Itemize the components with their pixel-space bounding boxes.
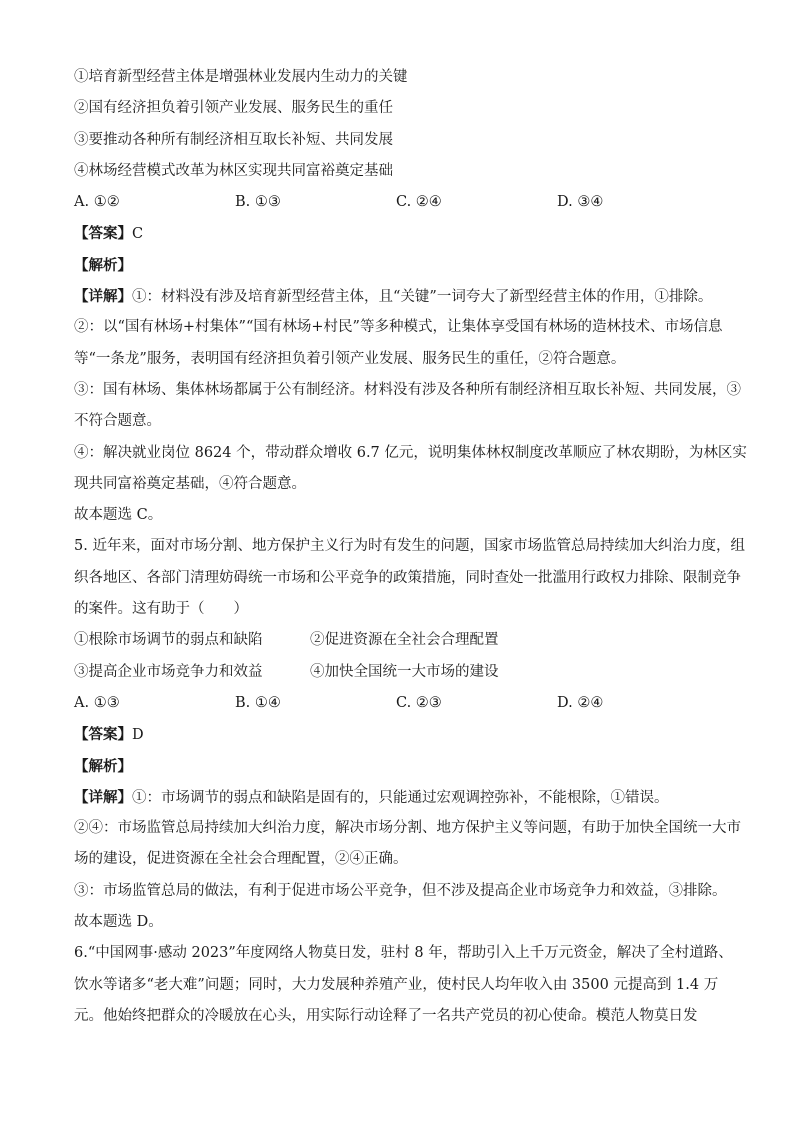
q5-conclusion: 故本题选 D。 — [74, 914, 163, 931]
q5-explain-3: ③：市场监管总局的做法，有利于促进市场公平竞争，但不涉及提高企业市场竞争力和效益，③排除。 — [74, 882, 727, 899]
q4-item-4: ④林场经营模式改革为林区实现共同富裕奠定基础 — [74, 162, 393, 179]
q5-item-2: ②促进资源在全社会合理配置 — [310, 632, 499, 649]
q5-items-row-1 — [74, 625, 724, 656]
q4-explain-2a: ②：以“国有林场+村集体”“国有林场+村民”等多种模式，让集体享受国有林场的造林技术、市场信息 — [74, 319, 723, 336]
q5-explain-2a: ②④：市场监管总局持续加大纠治力度，解决市场分割、地方保护主义等问题，有助于加快全国统一大市 — [74, 820, 741, 837]
q4-option-a: A. ①② — [74, 194, 120, 211]
q5-analysis-tag: 【解析】 — [74, 757, 132, 775]
q6-stem-2: 饮水等诸多“老大难”问题；同时，大力发展种养殖产业，使村民人均年收入由 3500 元提高到 1.4 万 — [74, 976, 719, 993]
q5-answer-tag: 【答案】 — [74, 726, 132, 744]
q4-item-3: ③要推动各种所有制经济相互取长补短、共同发展 — [74, 131, 393, 148]
q4-explain-1 — [74, 281, 724, 312]
q5-analysis-heading — [74, 751, 724, 782]
q4-item-2: ②国有经济担负着引领产业发展、服务民生的重任 — [74, 100, 393, 117]
q4-explain-3b: 不符合题意。 — [74, 413, 161, 430]
q4-answer — [74, 218, 724, 249]
q4-explain-4a: ④：解决就业岗位 8624 个，带动群众增收 6.7 亿元，说明集体林权制度改革顺应了林农期盼，为林区实 — [74, 444, 747, 461]
q4-explain-2b: 等“一条龙”服务，表明国有经济担负着引领产业发展、服务民生的重任，②符合题意。 — [74, 350, 626, 367]
q4-analysis-heading — [74, 250, 724, 281]
document-body — [74, 62, 747, 1032]
q5-options — [74, 688, 724, 719]
q4-option-d: D. ③④ — [557, 194, 604, 211]
q5-option-a: A. ①③ — [74, 694, 120, 711]
q5-stem-2: 织各地区、各部门清理妨碍统一市场和公平竞争的政策措施，同时查处一批滥用行政权力排除、限制竞争 — [74, 569, 741, 586]
q5-explain-1-text: ①：市场调节的弱点和缺陷是固有的，只能通过宏观调控弥补，不能根除，①错误。 — [132, 789, 669, 806]
q4-answer-value: C — [132, 226, 144, 243]
q4-explain-1-text: ①：材料没有涉及培育新型经营主体，且“关键”一词夸大了新型经营主体的作用，①排除。 — [132, 289, 713, 306]
q4-options — [74, 187, 724, 218]
q6-stem-3: 元。他始终把群众的冷暖放在心头，用实际行动诠释了一名共产党员的初心使命。模范人物莫日发 — [74, 1007, 698, 1024]
q4-conclusion: 故本题选 C。 — [74, 507, 163, 524]
q5-stem-3: 的案件。这有助于（ ） — [74, 601, 248, 618]
q6-stem-1: 6.“中国网事·感动 2023”年度网络人物莫日发，驻村 8 年，帮助引入上千万元资金，解决了全村道路、 — [74, 945, 733, 962]
q5-items-row-2 — [74, 657, 724, 688]
q4-option-c: C. ②④ — [396, 194, 442, 211]
q5-detail-tag: 【详解】 — [74, 788, 132, 806]
q4-item-1: ①培育新型经营主体是增强林业发展内生动力的关键 — [74, 69, 408, 85]
q5-item-1: ①根除市场调节的弱点和缺陷 — [74, 632, 263, 649]
q5-explain-2b: 场的建设，促进资源在全社会合理配置，②④正确。 — [74, 851, 408, 868]
q5-explain-1 — [74, 782, 724, 813]
q4-explain-4b: 现共同富裕奠定基础，④符合题意。 — [74, 475, 306, 492]
q4-answer-tag: 【答案】 — [74, 225, 132, 243]
q5-item-3: ③提高企业市场竞争力和效益 — [74, 663, 263, 680]
q5-option-d: D. ②④ — [557, 694, 604, 711]
q4-explain-3a: ③：国有林场、集体林场都属于公有制经济。材料没有涉及各种所有制经济相互取长补短、共同发展，③ — [74, 381, 741, 398]
q4-detail-tag: 【详解】 — [74, 288, 132, 306]
q5-stem-1: 5. 近年来，面对市场分割、地方保护主义行为时有发生的问题，国家市场监管总局持续加大纠治力度，组 — [74, 538, 745, 555]
q4-option-b: B. ①③ — [235, 194, 281, 211]
q5-answer — [74, 719, 724, 750]
q4-analysis-tag: 【解析】 — [74, 256, 132, 274]
q5-option-c: C. ②③ — [396, 694, 442, 711]
q5-answer-value: D — [132, 727, 144, 744]
q5-item-4: ④加快全国统一大市场的建设 — [310, 663, 499, 680]
q5-option-b: B. ①④ — [235, 694, 281, 711]
